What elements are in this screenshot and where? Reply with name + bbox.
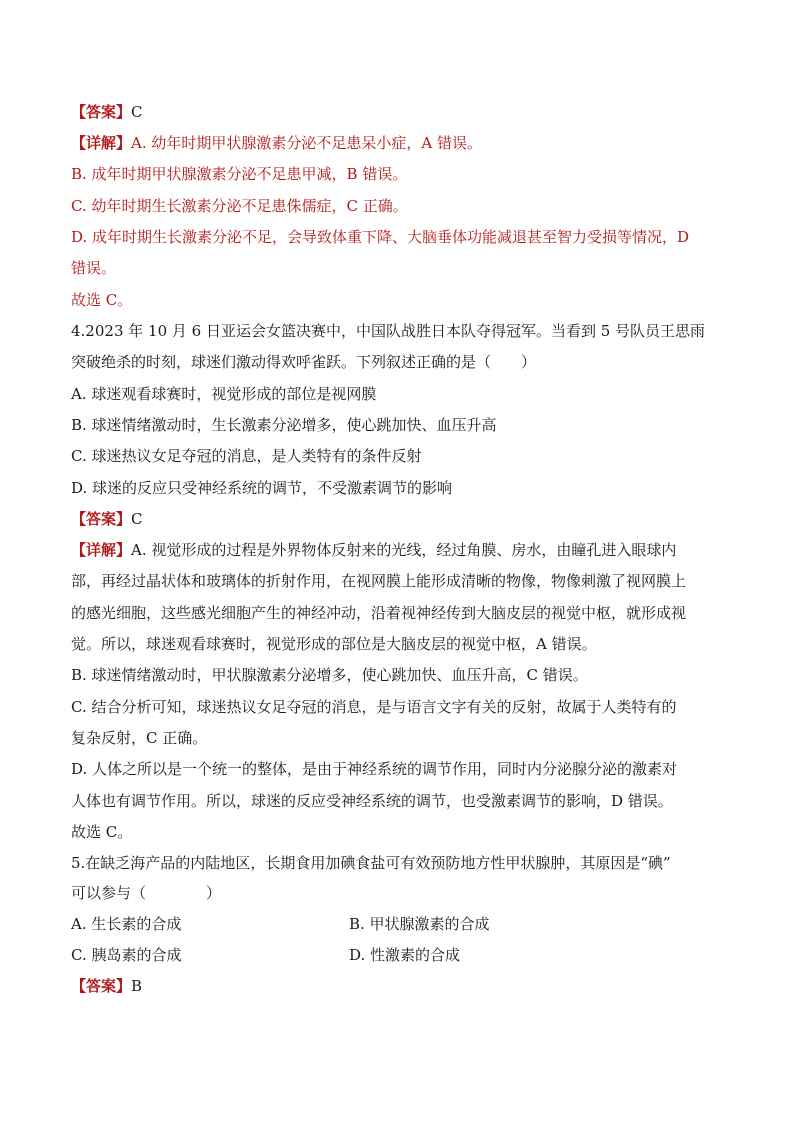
q5-option-c: C. 胰岛素的合成 xyxy=(71,946,182,964)
answer-value: B xyxy=(131,977,143,995)
q4-detail-line-1 xyxy=(71,539,676,561)
answer-tag: 【答案】 xyxy=(71,510,132,528)
detail-tag: 【详解】 xyxy=(71,134,132,152)
q3-detail-line-5: 错误。 xyxy=(71,259,117,277)
q5-option-d: D. 性激素的合成 xyxy=(349,946,461,964)
q4-detail-line-2: 部，再经过晶状体和玻璃体的折射作用，在视网膜上能形成清晰的物像，物像刺激了视网膜上 xyxy=(71,572,687,590)
q4-stem-line-1: 4.2023 年 10 月 6 日亚运会女篮决赛中，中国队战胜日本队夺得冠军。当看到 5 号队员王思雨 xyxy=(71,322,706,340)
q4-option-b: B. 球迷情绪激动时，生长激素分泌增多，使心跳加快、血压升高 xyxy=(71,416,497,434)
q3-conclusion: 故选 C。 xyxy=(71,291,133,309)
q4-detail-line-5: B. 球迷情绪激动时，甲状腺激素分泌增多，使心跳加快、血压升高，C 错误。 xyxy=(71,666,588,684)
answer-value: C xyxy=(131,510,143,528)
q4-option-a: A. 球迷观看球赛时，视觉形成的部位是视网膜 xyxy=(71,385,377,403)
q5-option-a: A. 生长素的合成 xyxy=(71,915,182,933)
q4-answer xyxy=(71,508,143,530)
q4-detail-line-4: 觉。所以，球迷观看球赛时，视觉形成的部位是大脑皮层的视觉中枢，A 错误。 xyxy=(71,635,597,653)
detail-text: A. 幼年时期甲状腺激素分泌不足患呆小症，A 错误。 xyxy=(131,134,482,152)
q3-detail-line-4: D. 成年时期生长激素分泌不足，会导致体重下降、大脑垂体功能减退甚至智力受损等情况，D xyxy=(71,228,690,246)
q4-option-c: C. 球迷热议女足夺冠的消息，是人类特有的条件反射 xyxy=(71,447,422,465)
q4-option-d: D. 球迷的反应只受神经系统的调节，不受激素调节的影响 xyxy=(71,479,453,497)
detail-tag: 【详解】 xyxy=(71,541,132,559)
q5-answer xyxy=(71,975,142,997)
q4-detail-line-7: 复杂反射，C 正确。 xyxy=(71,729,208,747)
q4-detail-line-8: D. 人体之所以是一个统一的整体，是由于神经系统的调节作用，同时内分泌腺分泌的激素对 xyxy=(71,760,678,778)
q3-detail-line-1 xyxy=(71,132,482,154)
q4-stem-line-2: 突破绝杀的时刻，球迷们激动得欢呼雀跃。下列叙述正确的是（ ） xyxy=(71,353,537,371)
q4-detail-line-3: 的感光细胞，这些感光细胞产生的神经冲动，沿着视神经传到大脑皮层的视觉中枢，就形成视 xyxy=(71,604,687,622)
q3-detail-line-2: B. 成年时期甲状腺激素分泌不足患甲减，B 错误。 xyxy=(71,165,408,183)
q4-conclusion: 故选 C。 xyxy=(71,823,133,841)
answer-tag: 【答案】 xyxy=(71,103,132,121)
q5-stem-line-2: 可以参与（ ） xyxy=(71,884,222,902)
q4-detail-line-6: C. 结合分析可知，球迷热议女足夺冠的消息，是与语言文字有关的反射，故属于人类特有的 xyxy=(71,698,677,716)
answer-tag: 【答案】 xyxy=(71,977,132,995)
q5-option-b: B. 甲状腺激素的合成 xyxy=(349,915,490,933)
q4-detail-line-9: 人体也有调节作用。所以，球迷的反应受神经系统的调节，也受激素调节的影响，D 错误。 xyxy=(71,792,673,810)
answer-value: C xyxy=(131,103,143,121)
q3-answer xyxy=(71,101,143,123)
detail-text: A. 视觉形成的过程是外界物体反射来的光线，经过角膜、房水，由瞳孔进入眼球内 xyxy=(131,541,677,559)
q5-stem-line-1: 5.在缺乏海产品的内陆地区，长期食用加碘食盐可有效预防地方性甲状腺肿，其原因是“碘” xyxy=(71,854,671,872)
q3-detail-line-3: C. 幼年时期生长激素分泌不足患侏儒症，C 正确。 xyxy=(71,197,408,215)
